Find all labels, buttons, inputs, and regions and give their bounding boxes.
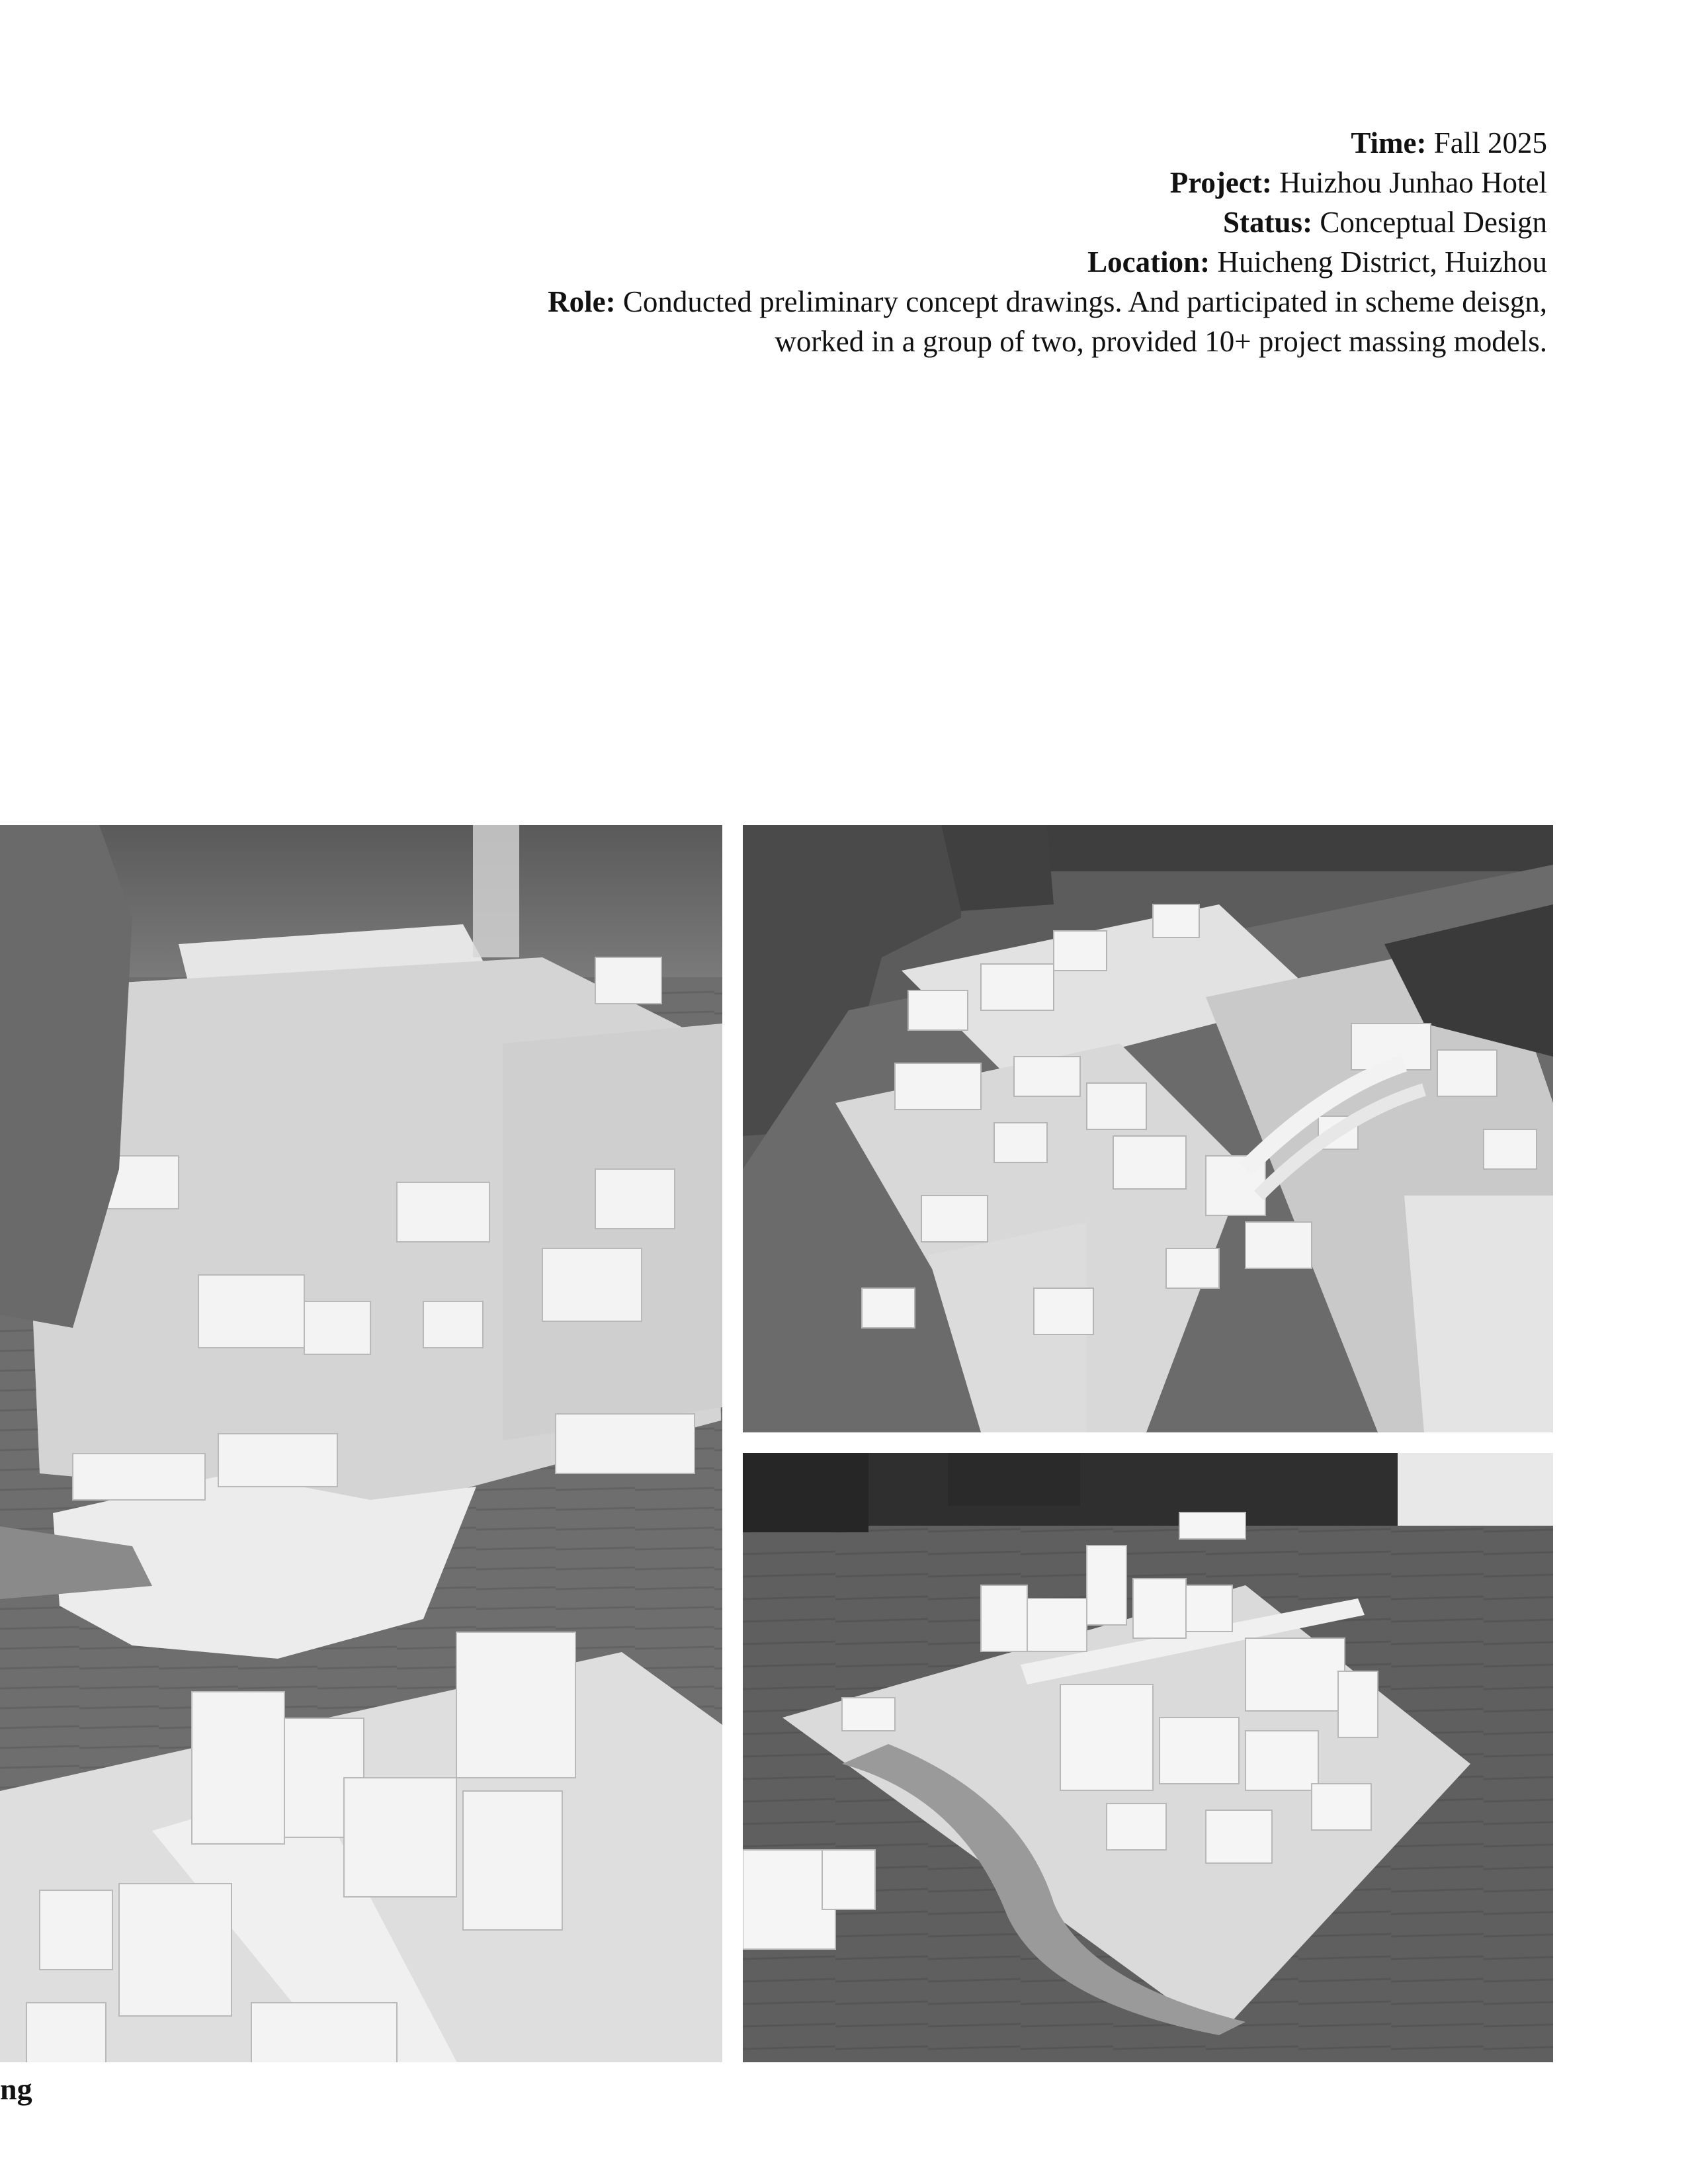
photo-team-arranging-models: [743, 825, 1553, 1432]
status-value: Conceptual Design: [1320, 206, 1547, 239]
photo-massing-models-closeup: [0, 825, 722, 2062]
page-number-fragment: ng: [0, 2072, 32, 2106]
photo-top-right-illustration: [743, 825, 1553, 1432]
location-value: Huicheng District, Huizhou: [1217, 245, 1547, 279]
photo-left-illustration: [0, 825, 722, 2062]
role-line-1: [290, 282, 1547, 322]
role-text-1: Conducted preliminary concept drawings. And participated in scheme deisgn,: [622, 285, 1547, 318]
time-value: Fall 2025: [1433, 126, 1547, 159]
time-line: [290, 123, 1547, 163]
photo-completed-site-model: [743, 1453, 1553, 2062]
status-label: Status:: [1223, 206, 1313, 239]
project-info: [290, 123, 1547, 361]
time-label: Time:: [1351, 126, 1427, 159]
role-line-2: worked in a group of two, provided 10+ project massing models.: [775, 325, 1547, 358]
project-label: Project:: [1169, 166, 1272, 199]
photo-bottom-right-illustration: [743, 1453, 1553, 2062]
role-label: Role:: [548, 285, 616, 318]
location-label: Location:: [1087, 245, 1210, 279]
location-line: [290, 242, 1547, 282]
status-line: [290, 202, 1547, 242]
project-line: [290, 163, 1547, 202]
project-value: Huizhou Junhao Hotel: [1279, 166, 1547, 199]
